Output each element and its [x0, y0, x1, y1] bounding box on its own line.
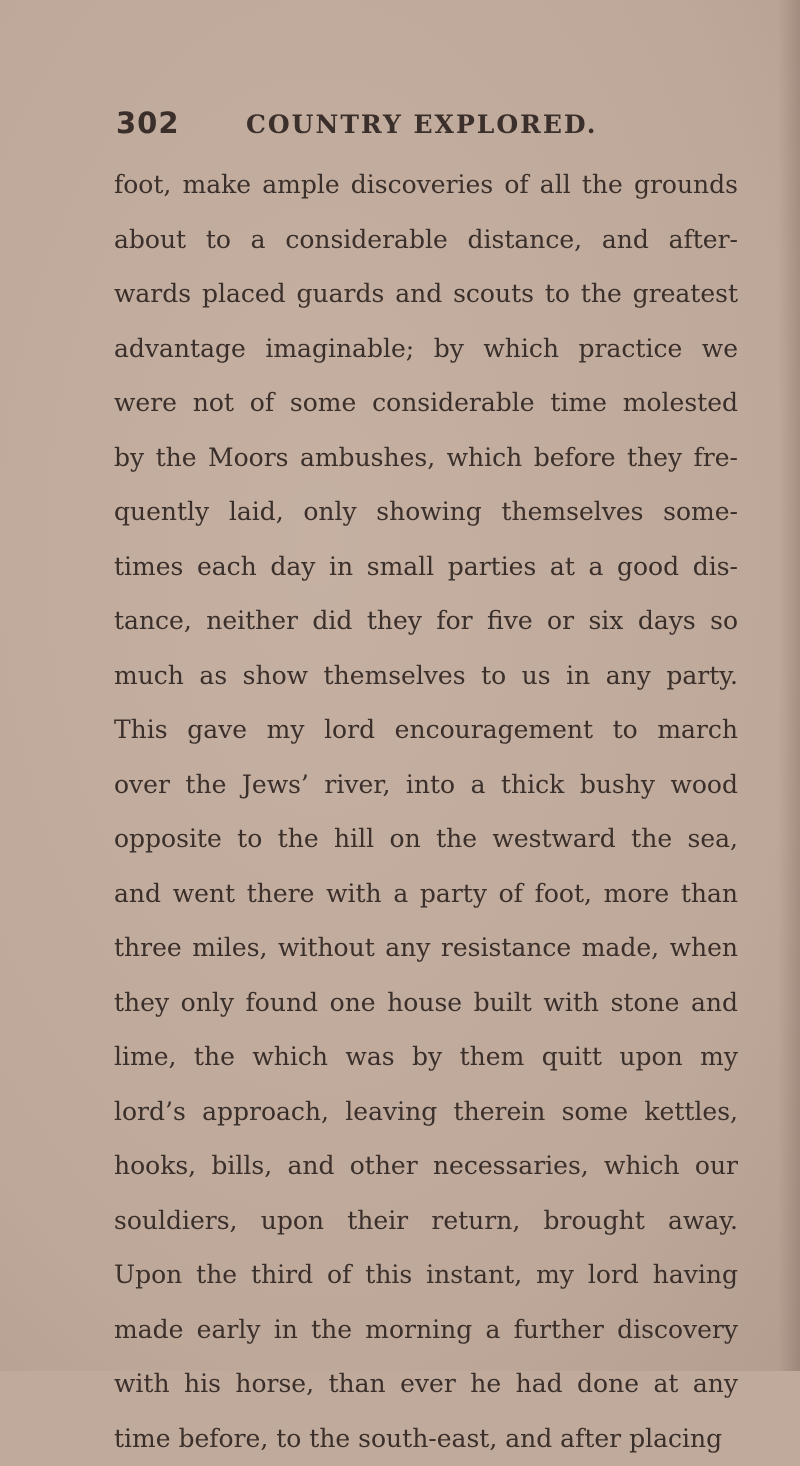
text-line: souldiers, upon their return, brought away. — [114, 1194, 738, 1249]
text-line: advantage imaginable; by which practice we — [114, 322, 738, 377]
text-line: time before, to the south-east, and after placing — [114, 1412, 738, 1466]
text-line: with his horse, than ever he had done at any — [114, 1357, 738, 1412]
text-line: quently laid, only showing themselves some- — [114, 485, 738, 540]
text-line: Upon the third of this instant, my lord having — [114, 1248, 738, 1303]
text-line: three miles, without any resistance made, when — [114, 921, 738, 976]
page-edge-shadow — [778, 0, 800, 1371]
text-line: tance, neither did they for five or six days so — [114, 594, 738, 649]
text-line: by the Moors ambushes, which before they fre- — [114, 431, 738, 486]
text-line: times each day in small parties at a good dis- — [114, 540, 738, 595]
body-text — [114, 158, 738, 1466]
text-line: and went there with a party of foot, more than — [114, 867, 738, 922]
text-line: foot, make ample discoveries of all the grounds — [114, 158, 738, 213]
text-line: were not of some considerable time molested — [114, 376, 738, 431]
page-number: 302 — [116, 106, 180, 140]
text-line: about to a considerable distance, and after- — [114, 213, 738, 268]
text-line: lord’s approach, leaving therein some kettles, — [114, 1085, 738, 1140]
running-head: COUNTRY EXPLORED. — [246, 110, 597, 139]
page-header — [0, 106, 800, 146]
text-line: made early in the morning a further discovery — [114, 1303, 738, 1358]
text-line: over the Jews’ river, into a thick bushy wood — [114, 758, 738, 813]
text-line: wards placed guards and scouts to the greatest — [114, 267, 738, 322]
text-line: hooks, bills, and other necessaries, which our — [114, 1139, 738, 1194]
text-line: This gave my lord encouragement to march — [114, 703, 738, 758]
text-line: lime, the which was by them quitt upon my — [114, 1030, 738, 1085]
text-line: they only found one house built with stone and — [114, 976, 738, 1031]
text-line: opposite to the hill on the westward the sea, — [114, 812, 738, 867]
text-line: much as show themselves to us in any party. — [114, 649, 738, 704]
